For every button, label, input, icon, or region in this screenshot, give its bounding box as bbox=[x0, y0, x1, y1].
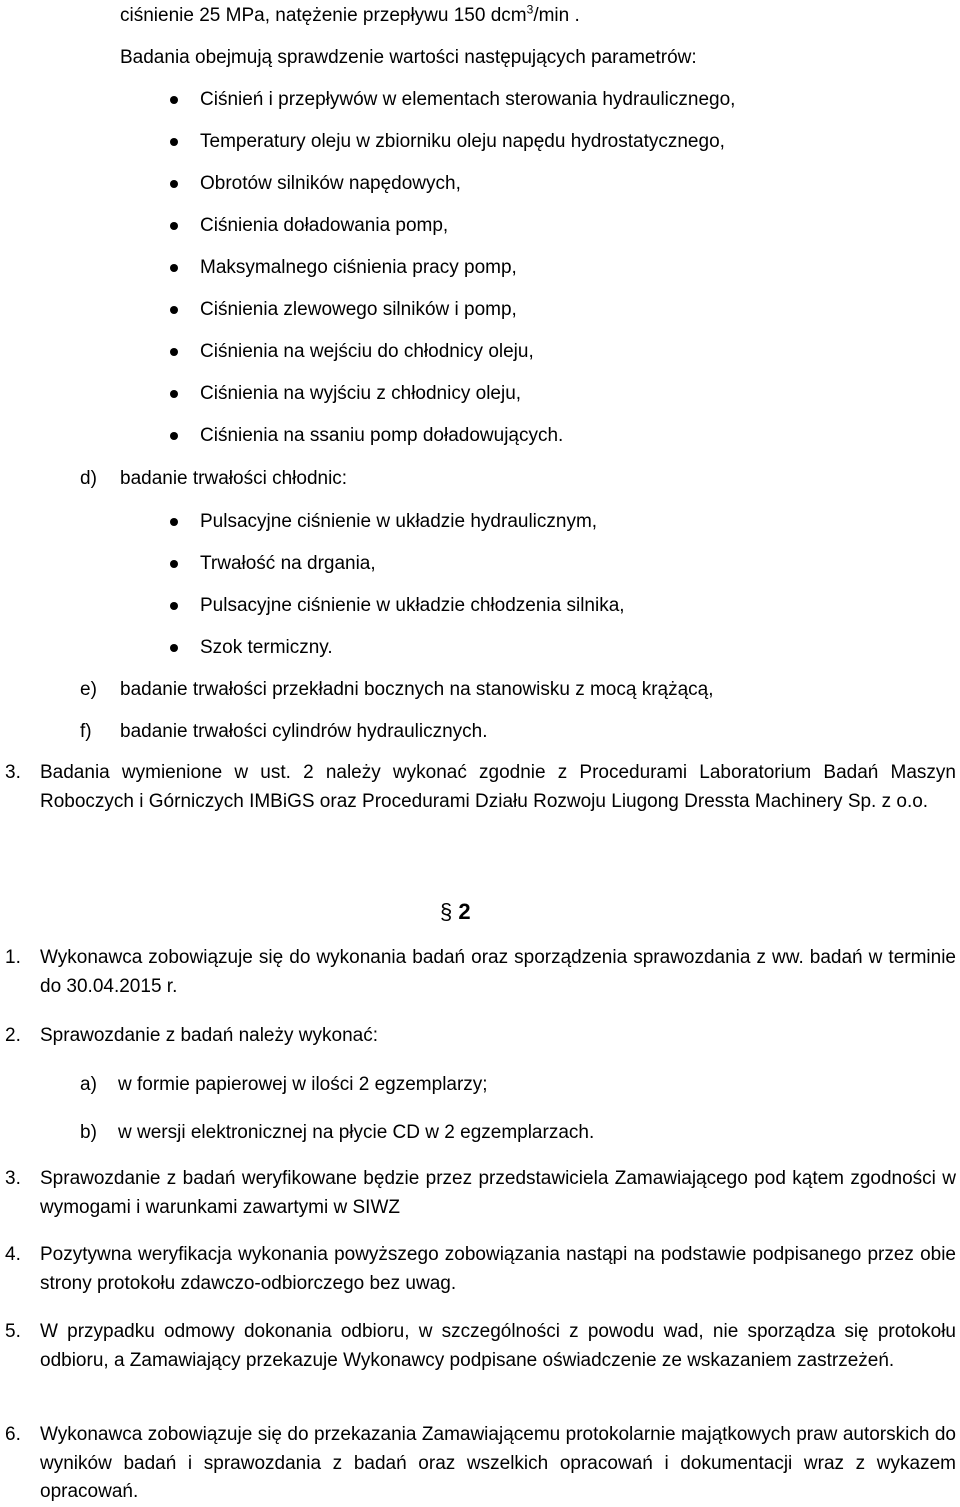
s2a-label: a) bbox=[80, 1074, 97, 1095]
s2-text: Sprawozdanie z badań należy wykonać: bbox=[40, 1025, 378, 1046]
s2a-text: w formie papierowej w ilości 2 egzemplarzy; bbox=[118, 1074, 488, 1095]
s6-number: 6. bbox=[5, 1424, 21, 1445]
s2b-label: b) bbox=[80, 1122, 97, 1143]
bullet-icon bbox=[170, 644, 178, 652]
item-e-label: e) bbox=[80, 679, 97, 700]
s4-number: 4. bbox=[5, 1244, 21, 1265]
bullet-icon bbox=[170, 96, 178, 104]
s3-text: Sprawozdanie z badań weryfikowane będzie przez przedstawiciela Zamawiającego pod kątem zgodności w wymogami i warunkami zawartymi w SIWZ bbox=[40, 1168, 956, 1218]
item-e-text: badanie trwałości przekładni bocznych na stanowisku z mocą krążącą, bbox=[120, 679, 714, 700]
s1-text: Wykonawca zobowiązuje się do wykonania badań oraz sporządzenia sprawozdania z ww. badań w terminie do 30.04.2015 r. bbox=[40, 947, 956, 997]
s2-number: 2. bbox=[5, 1025, 21, 1046]
list-item: Trwałość na drgania, bbox=[200, 553, 376, 574]
bullet-icon bbox=[170, 518, 178, 526]
list-item: Szok termiczny. bbox=[200, 637, 333, 658]
s2b-text: w wersji elektronicznej na płycie CD w 2 egzemplarzach. bbox=[118, 1122, 595, 1143]
bullet-icon bbox=[170, 432, 178, 440]
item-f-label: f) bbox=[80, 721, 92, 742]
bullet-icon bbox=[170, 264, 178, 272]
list-item: Pulsacyjne ciśnienie w układzie hydraulicznym, bbox=[200, 511, 598, 532]
s3-number: 3. bbox=[5, 1168, 21, 1189]
p3-number: 3. bbox=[5, 762, 21, 783]
p3-text: Badania wymienione w ust. 2 należy wykonać zgodnie z Procedurami Laboratorium Badań Maszyn Roboczych i Górniczych IMBiGS oraz Procedurami Działu Rozwoju Liugong Dressta Machinery Sp. z o.o. bbox=[40, 762, 956, 812]
item-f-text: badanie trwałości cylindrów hydraulicznych. bbox=[120, 721, 488, 742]
s4-text: Pozytywna weryfikacja wykonania powyższego zobowiązania nastąpi na podstawie podpisanego przez obie strony protokołu zdawczo-odbiorczego bez uwag. bbox=[40, 1244, 956, 1294]
list-item: Ciśnień i przepływów w elementach sterowania hydraulicznego, bbox=[200, 89, 736, 110]
bullet-icon bbox=[170, 138, 178, 146]
bullet-icon bbox=[170, 560, 178, 568]
pressure-line: ciśnienie 25 MPa, natężenie przepływu 150 dcm$^3$/min . bbox=[120, 2, 580, 26]
item-d-label: d) bbox=[80, 468, 97, 489]
bullet-icon bbox=[170, 222, 178, 230]
list-item: Pulsacyjne ciśnienie w układzie chłodzenia silnika, bbox=[200, 595, 625, 616]
list-item: Ciśnienia na ssaniu pomp doładowujących. bbox=[200, 425, 564, 446]
list-item: Ciśnienia na wejściu do chłodnicy oleju, bbox=[200, 341, 534, 362]
s6-text: Wykonawca zobowiązuje się do przekazania Zamawiającemu protokolarnie majątkowych praw autorskich do wyników badań i sprawozdania z badań oraz wszelkich opracowań i dokumentacji wraz z wykazem opracowań. bbox=[40, 1424, 956, 1502]
bullet-icon bbox=[170, 348, 178, 356]
bullet-icon bbox=[170, 180, 178, 188]
item-d-text: badanie trwałości chłodnic: bbox=[120, 468, 348, 489]
bullet-icon bbox=[170, 306, 178, 314]
list-item: Maksymalnego ciśnienia pracy pomp, bbox=[200, 257, 517, 278]
s5-number: 5. bbox=[5, 1321, 21, 1342]
list-item: Ciśnienia zlewowego silników i pomp, bbox=[200, 299, 517, 320]
list-item: Obrotów silników napędowych, bbox=[200, 173, 461, 194]
bullet-icon bbox=[170, 602, 178, 610]
list-item: Ciśnienia doładowania pomp, bbox=[200, 215, 449, 236]
section-heading: § 2 bbox=[440, 899, 471, 924]
bullet-icon bbox=[170, 390, 178, 398]
list-item: Ciśnienia na wyjściu z chłodnicy oleju, bbox=[200, 383, 522, 404]
s1-number: 1. bbox=[5, 947, 21, 968]
s5-text: W przypadku odmowy dokonania odbioru, w szczególności z powodu wad, nie sporządza się protokołu odbioru, a Zamawiający przekazuje Wykonawcy podpisane oświadczenie ze wskazaniem zastrzeżeń. bbox=[40, 1321, 956, 1371]
params-intro: Badania obejmują sprawdzenie wartości następujących parametrów: bbox=[120, 47, 697, 68]
list-item: Temperatury oleju w zbiorniku oleju napędu hydrostatycznego, bbox=[200, 131, 725, 152]
